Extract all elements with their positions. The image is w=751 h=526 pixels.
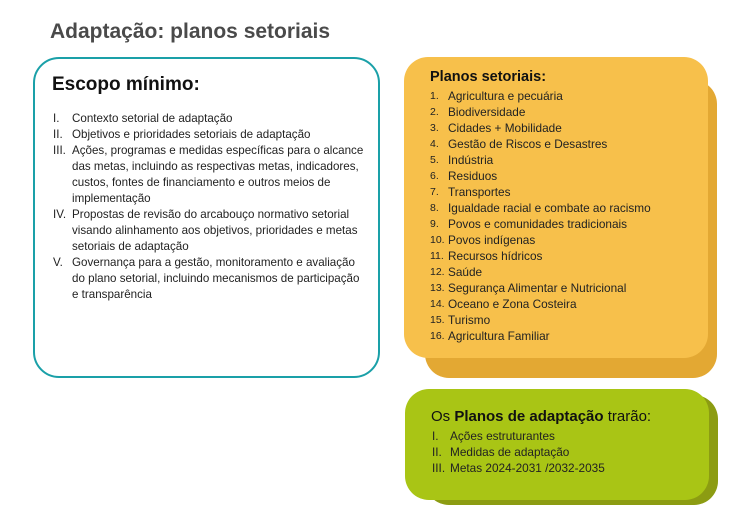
item-number: 5. <box>430 154 439 166</box>
item-number: 13. <box>430 282 445 294</box>
item-number: 10. <box>430 234 445 246</box>
item-number: 9. <box>430 218 439 230</box>
plans-heading-post: trarão: <box>603 408 652 425</box>
item-number: 4. <box>430 138 439 150</box>
item-text: Oceano e Zona Costeira <box>448 297 577 311</box>
item-number: II. <box>53 128 63 141</box>
sectoral-box <box>404 57 708 358</box>
list-item <box>430 264 651 280</box>
item-number: I. <box>53 112 60 125</box>
sectoral-heading: Planos setoriais: <box>430 69 547 85</box>
item-text: Igualdade racial e combate ao racismo <box>448 201 651 215</box>
item-number: 15. <box>430 314 445 326</box>
list-item <box>430 152 651 168</box>
item-number: III. <box>53 144 66 157</box>
scope-list <box>53 111 365 303</box>
list-item <box>430 312 651 328</box>
item-text: Ações estruturantes <box>450 429 555 443</box>
item-text: Medidas de adaptação <box>450 445 570 459</box>
item-text: Propostas de revisão do arcabouço normativo setorial visando alinhamento aos objetivos, prioridades e metas setoriais de adaptação <box>72 208 358 253</box>
plans-box <box>405 389 709 500</box>
plans-list <box>432 428 605 476</box>
item-text: Povos e comunidades tradicionais <box>448 217 628 231</box>
item-number: 2. <box>430 106 439 118</box>
item-text: Saúde <box>448 265 483 279</box>
item-text: Povos indígenas <box>448 233 536 247</box>
item-text: Agricultura e pecuária <box>448 89 563 103</box>
list-item <box>53 255 365 303</box>
list-item <box>430 104 651 120</box>
list-item <box>430 200 651 216</box>
page-title: Adaptação: planos setoriais <box>50 20 331 43</box>
item-text: Indústria <box>448 153 494 167</box>
item-number: 7. <box>430 186 439 198</box>
item-text: Objetivos e prioridades setoriais de adaptação <box>72 128 311 141</box>
item-text: Governança para a gestão, monitoramento e avaliação do plano setorial, incluindo mecanismos de participação e transparência <box>72 256 360 301</box>
item-number: 12. <box>430 266 445 278</box>
item-text: Recursos hídricos <box>448 249 543 263</box>
item-text: Gestão de Riscos e Desastres <box>448 137 608 151</box>
item-text: Contexto setorial de adaptação <box>72 112 233 125</box>
list-item <box>430 296 651 312</box>
item-text: Turismo <box>448 313 491 327</box>
list-item <box>53 127 365 143</box>
list-item <box>430 328 651 344</box>
item-number: 8. <box>430 202 439 214</box>
list-item <box>430 136 651 152</box>
scope-box <box>33 57 380 378</box>
list-item <box>430 168 651 184</box>
item-number: 6. <box>430 170 439 182</box>
item-text: Cidades + Mobilidade <box>448 121 562 135</box>
list-item <box>432 444 605 460</box>
list-item <box>430 184 651 200</box>
sectoral-list <box>430 88 651 344</box>
item-text: Residuos <box>448 169 498 183</box>
list-item <box>430 120 651 136</box>
item-number: V. <box>53 256 63 269</box>
list-item <box>430 216 651 232</box>
list-item <box>432 460 605 476</box>
item-text: Transportes <box>448 185 511 199</box>
item-text: Ações, programas e medidas específicas para o alcance das metas, incluindo as respectivas metas, indicadores, custos, fontes de financiamento e outros meios de implementação <box>72 144 364 205</box>
plans-heading-bold: Planos de adaptação <box>454 408 604 425</box>
item-text: Metas 2024-2031 /2032-2035 <box>450 461 605 475</box>
list-item <box>430 248 651 264</box>
item-text: Biodiversidade <box>448 105 526 119</box>
plans-heading-pre: Os <box>431 408 455 425</box>
list-item <box>53 207 365 255</box>
item-number: III. <box>432 461 446 475</box>
item-text: Segurança Alimentar e Nutricional <box>448 281 627 295</box>
item-number: 14. <box>430 298 445 310</box>
item-number: I. <box>432 429 439 443</box>
plans-heading <box>431 408 651 425</box>
list-item <box>430 88 651 104</box>
item-number: II. <box>432 445 442 459</box>
item-number: 1. <box>430 90 439 102</box>
scope-heading: Escopo mínimo: <box>52 74 200 95</box>
item-number: 16. <box>430 330 445 342</box>
list-item <box>432 428 605 444</box>
item-number: IV. <box>53 208 67 221</box>
list-item <box>430 280 651 296</box>
list-item <box>53 143 365 207</box>
item-text: Agricultura Familiar <box>448 329 550 343</box>
list-item <box>430 232 651 248</box>
item-number: 11. <box>430 250 444 262</box>
list-item <box>53 111 365 127</box>
item-number: 3. <box>430 122 439 134</box>
